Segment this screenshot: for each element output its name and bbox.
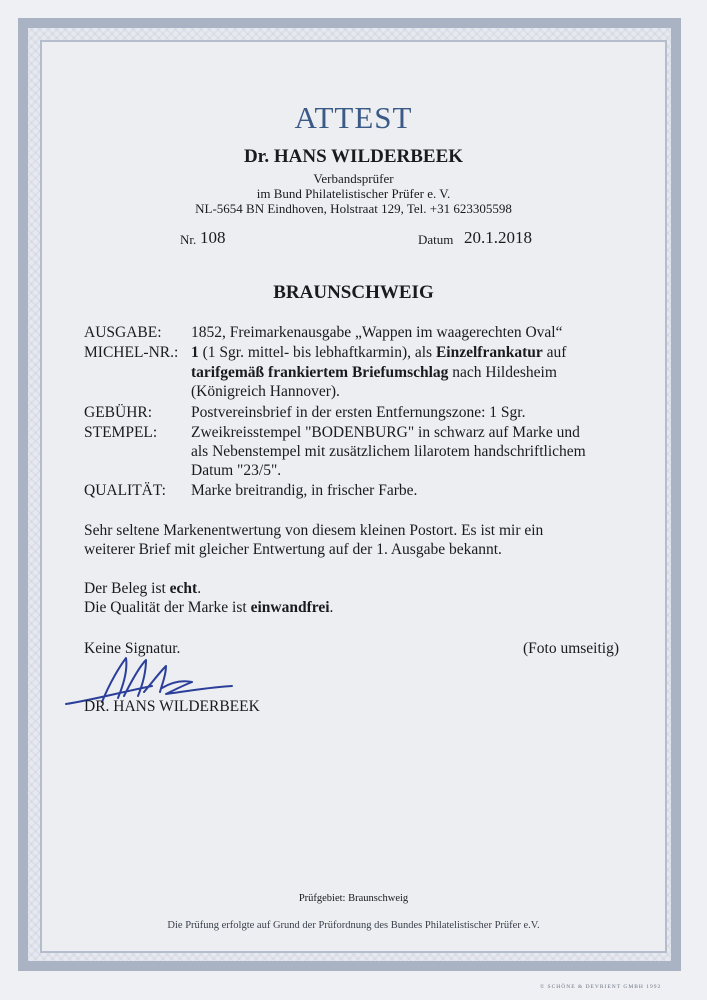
verdict-echt-text: Der Beleg ist	[84, 580, 170, 597]
michel-line1	[191, 344, 566, 362]
verdict-quality-end: .	[329, 599, 334, 616]
michel-label: MICHEL-NR.:	[84, 344, 179, 361]
michel-number: 1	[191, 344, 199, 361]
qualitaet-text: Marke breitrandig, in frischer Farbe.	[191, 482, 418, 499]
verdict-quality	[84, 599, 333, 617]
verdict-echt	[84, 580, 201, 598]
datum-label: Datum	[418, 232, 454, 247]
keine-signatur: Keine Signatur.	[84, 640, 181, 657]
gebuehr-text: Postvereinsbrief in der ersten Entfernungszone: 1 Sgr.	[191, 404, 526, 421]
nr-label: Nr.	[180, 232, 197, 247]
foto-note: (Foto umseitig)	[523, 640, 620, 657]
verdict-quality-text: Die Qualität der Marke ist	[84, 599, 251, 616]
pruefordnung-note: Die Prüfung erfolgte auf Grund der Prüfordnung des Bundes Philatelistischer Prüfer e.V.	[167, 920, 540, 931]
michel-auf: auf	[542, 344, 567, 361]
printer-imprint: © SCHÖNE & DEVRIENT GMBH 1992	[540, 984, 662, 990]
michel-line3: (Königreich Hannover).	[191, 383, 340, 400]
stempel-line1: Zweikreisstempel "BODENBURG" in schwarz auf Marke und	[191, 424, 580, 441]
examiner-role: Verbandsprüfer	[313, 171, 394, 186]
stempel-line2: als Nebenstempel mit zusätzlichem lilarotem handschriftlichem	[191, 443, 586, 460]
ausgabe-label: AUSGABE:	[84, 324, 162, 341]
examiner-association: im Bund Philatelistischer Prüfer e. V.	[256, 186, 451, 201]
stempel-line3: Datum "23/5".	[191, 462, 282, 479]
remark-line1: Sehr seltene Markenentwertung von diesem kleinen Postort. Es ist mir ein	[84, 522, 544, 539]
michel-frankatur: Einzelfrankatur	[435, 344, 543, 361]
attest-title: ATTEST	[294, 100, 413, 135]
michel-line2	[191, 364, 557, 382]
qualitaet-label: QUALITÄT:	[84, 482, 166, 499]
examiner-name: Dr. HANS WILDERBEEK	[243, 146, 464, 167]
datum-value: 20.1.2018	[464, 228, 532, 247]
signer-name: DR. HANS WILDERBEEK	[84, 698, 260, 715]
stempel-label: STEMPEL:	[84, 424, 158, 441]
examiner-address: NL-5654 BN Eindhoven, Holstraat 129, Tel. +31 623305598	[195, 201, 512, 216]
verdict-echt-end: .	[197, 580, 202, 597]
verdict-echt-bold: echt	[169, 580, 198, 597]
remark-line2: weiterer Brief mit gleicher Entwertung auf der 1. Ausgabe bekannt.	[84, 541, 502, 558]
area-heading: BRAUNSCHWEIG	[273, 282, 434, 303]
michel-destination: nach Hildesheim	[448, 364, 557, 381]
nr-value: 108	[200, 228, 226, 247]
ausgabe-text: 1852, Freimarkenausgabe „Wappen im waagerechten Oval“	[191, 324, 563, 341]
michel-desc: (1 Sgr. mittel- bis lebhaftkarmin), als	[198, 344, 436, 361]
gebuehr-label: GEBÜHR:	[84, 404, 153, 421]
pruefgebiet: Prüfgebiet: Braunschweig	[298, 893, 409, 904]
verdict-quality-bold: einwandfrei	[250, 599, 330, 616]
michel-briefumschlag: tarifgemäß frankiertem Briefumschlag	[191, 364, 449, 381]
